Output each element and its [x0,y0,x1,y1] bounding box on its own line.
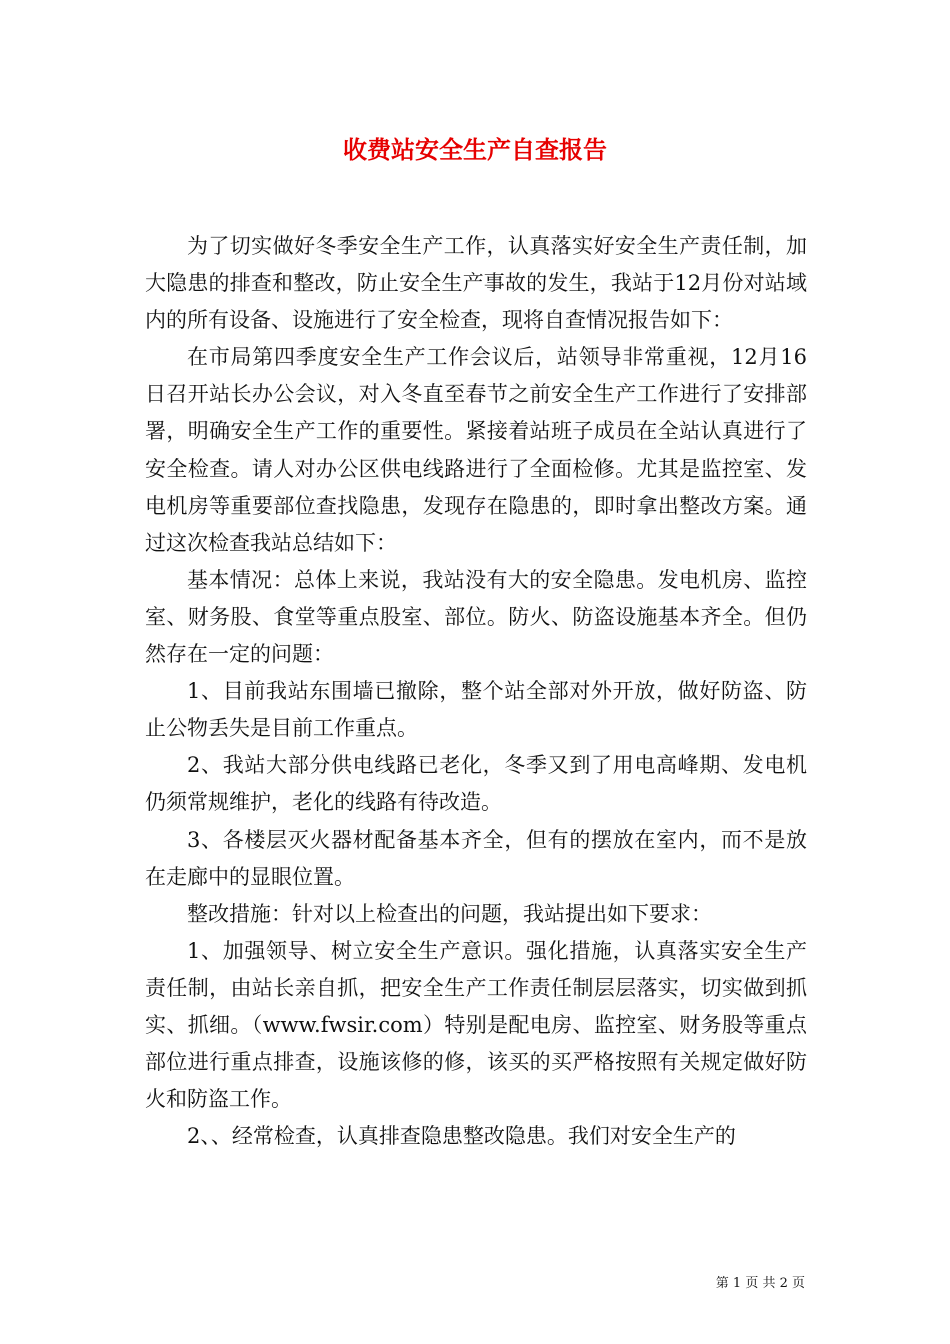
paragraph-measures-heading: 整改措施：针对以上检查出的问题，我站提出如下要求： [187,901,712,926]
paragraph-meeting: 在市局第四季度安全生产工作会议后，站领导非常重视，12月16日召开站长办公会议，对入冬直至春节之前安全生产工作进行了安排部署，明确安全生产工作的重要性。紧接着站班子成员在全站认真进行了安全检查。请人对办公区供电线路进行了全面检修。尤其是监控室、发电机房等重要部位查找隐患，发现存在隐患的，即时拿出整改方案。通过这次检查我站总结如下： [145,345,807,555]
paragraph-measure-2: 2、、经常检查，认真排查隐患整改隐患。我们对安全生产的 [187,1124,736,1149]
page-footer: 第 1 页 共 2 页 [715,1276,805,1291]
paragraph-measure-1: 1、加强领导、树立安全生产意识。强化措施，认真落实安全生产责任制，由站长亲自抓，把安全生产工作责任制层层落实，切实做到抓实、抓细。（www.fwsir.com）特别是配电房、监控室、财务股等重点部位进行重点排查，设施该修的修，该买的买严格按照有关规定做好防火和防盗工作。 [145,938,807,1112]
page-title: 收费站安全生产自查报告 [343,135,607,164]
paragraph-issue-3: 3、各楼层灭火器材配备基本齐全，但有的摆放在室内，而不是放在走廊中的显眼位置。 [145,827,807,889]
paragraph-issue-1: 1、目前我站东围墙已撤除，整个站全部对外开放，做好防盗、防止公物丢失是目前工作重点。 [145,679,807,741]
paragraph-basic-situation: 基本情况：总体上来说，我站没有大的安全隐患。发电机房、监控室、财务股、食堂等重点股室、部位。防火、防盗设施基本齐全。但仍然存在一定的问题： [145,567,807,667]
document-body [145,228,807,1155]
paragraph-intro: 为了切实做好冬季安全生产工作，认真落实好安全生产责任制，加大隐患的排查和整改，防止安全生产事故的发生，我站于12月份对站域内的所有设备、设施进行了安全检查，现将自查情况报告如下： [145,234,807,333]
paragraph-issue-2: 2、我站大部分供电线路已老化，冬季又到了用电高峰期、发电机仍须常规维护，老化的线路有待改造。 [145,753,807,815]
